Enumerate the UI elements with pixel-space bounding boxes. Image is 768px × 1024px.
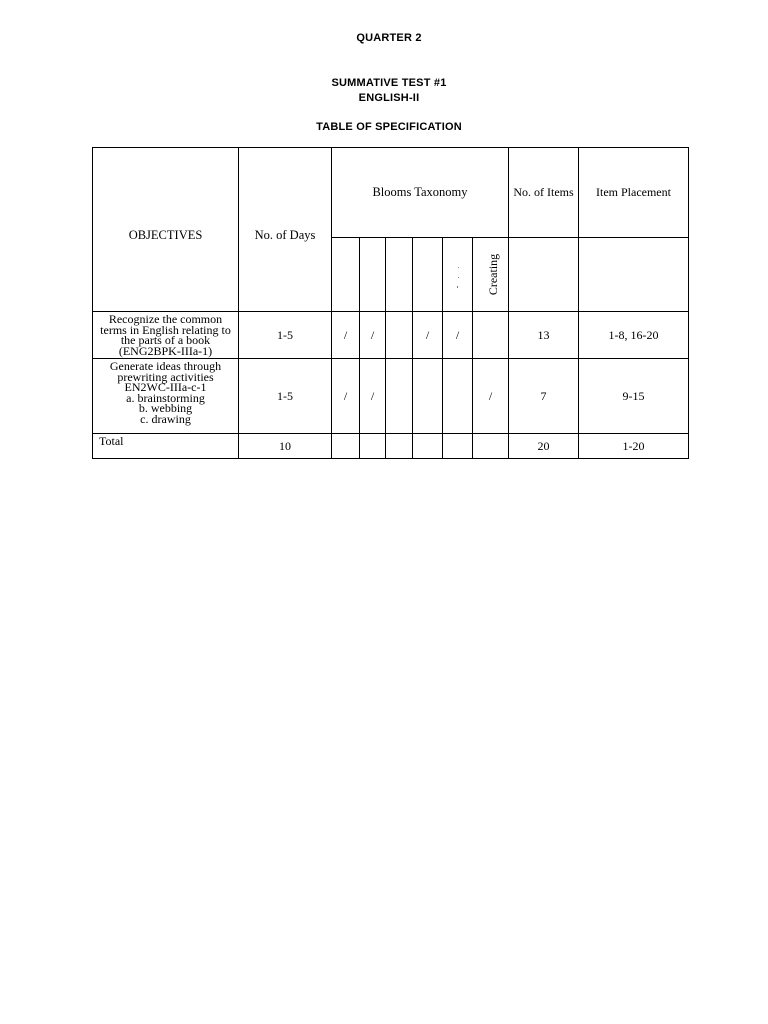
objective-line: Generate ideas through prewriting activities EN2WC-IIIa-c-1 bbox=[109, 359, 222, 394]
mark-cell bbox=[443, 434, 473, 459]
placement-cell: 1-8, 16-20 bbox=[579, 312, 689, 359]
total-placement: 1-20 bbox=[579, 434, 689, 459]
specification-table bbox=[92, 147, 689, 459]
total-items: 20 bbox=[509, 434, 579, 459]
total-row bbox=[93, 434, 689, 459]
mark-cell: / bbox=[360, 359, 386, 434]
items-cell: 13 bbox=[509, 312, 579, 359]
objectives-header: OBJECTIVES bbox=[93, 148, 239, 312]
placement-cell: 9-15 bbox=[579, 359, 689, 434]
bloom-level-4 bbox=[413, 238, 443, 312]
mark-cell bbox=[386, 434, 413, 459]
mark-cell bbox=[360, 434, 386, 459]
mark-cell bbox=[443, 359, 473, 434]
subject-title: ENGLISH-II bbox=[358, 92, 420, 104]
placement-subheader bbox=[579, 238, 689, 312]
table-title: TABLE OF SPECIFICATION bbox=[316, 121, 462, 133]
bloom-level-1 bbox=[332, 238, 360, 312]
days-cell: 1-5 bbox=[239, 359, 332, 434]
mark-cell bbox=[386, 312, 413, 359]
total-label: Total bbox=[93, 434, 239, 459]
mark-cell: / bbox=[413, 312, 443, 359]
test-title: SUMMATIVE TEST #1 bbox=[331, 77, 447, 89]
items-subheader bbox=[509, 238, 579, 312]
mark-cell bbox=[473, 312, 509, 359]
days-cell: 1-5 bbox=[239, 312, 332, 359]
mark-cell: / bbox=[332, 359, 360, 434]
quarter-heading: QUARTER 2 bbox=[356, 32, 422, 44]
blooms-taxonomy-header: Blooms Taxonomy bbox=[332, 148, 509, 238]
total-days: 10 bbox=[239, 434, 332, 459]
mark-cell: / bbox=[443, 312, 473, 359]
objective-line: b. webbing bbox=[138, 401, 193, 415]
mark-cell bbox=[332, 434, 360, 459]
days-header: No. of Days bbox=[239, 148, 332, 312]
mark-cell bbox=[413, 359, 443, 434]
objective-line: c. drawing bbox=[140, 411, 191, 426]
mark-cell: / bbox=[332, 312, 360, 359]
items-header: No. of Items bbox=[509, 148, 579, 238]
objective-line: a. brainstorming bbox=[126, 390, 205, 405]
mark-cell bbox=[413, 434, 443, 459]
bloom-level-2 bbox=[360, 238, 386, 312]
bloom-level-creating: Creating bbox=[473, 238, 509, 312]
objective-cell bbox=[93, 359, 239, 434]
objective-cell: Recognize the common terms in English relating to the parts of a book (ENG2BPK-IIIa-1) bbox=[93, 312, 239, 359]
bloom-level-3 bbox=[386, 238, 413, 312]
table-row bbox=[93, 359, 689, 434]
mark-cell bbox=[386, 359, 413, 434]
table-row bbox=[93, 312, 689, 359]
mark-cell: / bbox=[473, 359, 509, 434]
bloom-level-5: - . . bbox=[443, 238, 473, 312]
mark-cell: / bbox=[360, 312, 386, 359]
placement-header: Item Placement bbox=[579, 148, 689, 238]
mark-cell bbox=[473, 434, 509, 459]
items-cell: 7 bbox=[509, 359, 579, 434]
